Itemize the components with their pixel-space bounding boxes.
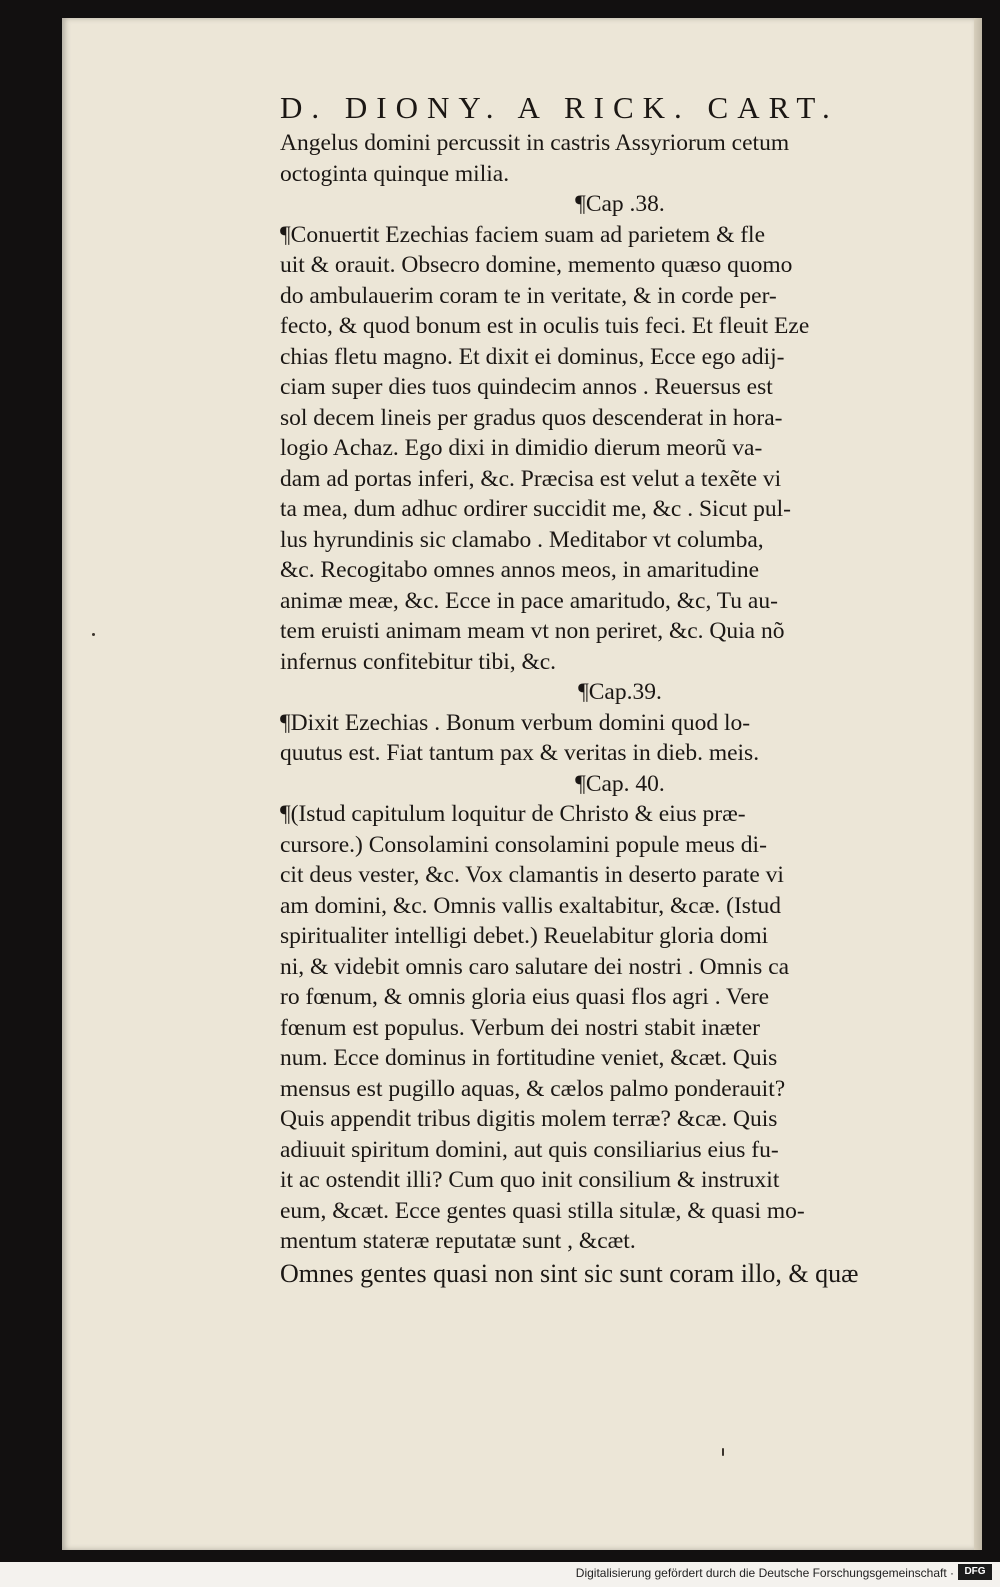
text-line: ¶(Istud capitulum loquitur de Christo & eius præ- xyxy=(280,801,746,827)
text-line: mentum stateræ reputatæ sunt , &cæt. xyxy=(280,1228,636,1254)
text-line: tem eruisti animam meam vt non periret, &c. Quia nõ xyxy=(280,618,785,644)
text-line: infernus confitebitur tibi, &c. xyxy=(280,648,557,675)
page-edge xyxy=(974,18,982,1550)
text-line: Quis appendit tribus digitis molem terræ? &cæ. Quis xyxy=(280,1106,778,1132)
text-line: chias fletu magno. Et dixit ei dominus, Ecce ego adij- xyxy=(280,343,785,370)
text-line: it ac ostendit illi? Cum quo init consilium & instruxit xyxy=(280,1167,780,1193)
text-line: do ambulauerim coram te in veritate, & in corde per- xyxy=(280,282,777,309)
text-line: quutus est. Fiat tantum pax & veritas in dieb. meis. xyxy=(280,740,760,766)
text-line: cursore.) Consolamini consolamini popule meus di- xyxy=(280,831,767,858)
text-line: num. Ecce dominus in fortitudine veniet, &cæt. Quis xyxy=(280,1045,778,1071)
text-line: ro fœnum, & omnis gloria eius quasi flos agri . Vere xyxy=(280,984,770,1010)
text-line: cit deus vester, &c. Vox clamantis in deserto parate vi xyxy=(280,862,784,888)
dfg-logo: DFG xyxy=(958,1564,992,1580)
text-line: ta mea, dum adhuc ordirer succidit me, &c . Sicut pul- xyxy=(280,496,791,522)
paper-speck xyxy=(92,633,95,636)
text-line: ciam super dies tuos quindecim annos . Reuersus est xyxy=(280,374,773,400)
text-line: logio Achaz. Ego dixi in dimidio dierum meorũ va- xyxy=(280,435,763,461)
text-block xyxy=(280,90,960,1289)
text-line: eum, &cæt. Ecce gentes quasi stilla situlæ, & quasi mo- xyxy=(280,1197,805,1224)
chapter-heading: ¶Cap. 40. xyxy=(575,770,665,797)
digitization-credit: Digitalisierung gefördert durch die Deutsche Forschungsgemeinschaft · xyxy=(575,1566,954,1580)
text-line: fecto, & quod bonum est in oculis tuis feci. Et fleuit Eze xyxy=(280,313,810,339)
text-line: ¶Dixit Ezechias . Bonum verbum domini quod lo- xyxy=(280,709,751,736)
text-line: adiuuit spiritum domini, aut quis consiliarius eius fu- xyxy=(280,1136,779,1163)
text-line: am domini, &c. Omnis vallis exaltabitur, &cæ. (Istud xyxy=(280,892,781,919)
text-line: dam ad portas inferi, &c. Præcisa est velut a texẽte vi xyxy=(280,465,782,492)
text-line: Omnes gentes quasi non sint sic sunt coram illo, & quæ xyxy=(280,1258,859,1288)
text-line: animæ meæ, &c. Ecce in pace amaritudo, &c, Tu au- xyxy=(280,587,778,614)
text-line: lus hyrundinis sic clamabo . Meditabor vt columba, xyxy=(280,526,764,553)
text-line: ni, & videbit omnis caro salutare dei nostri . Omnis ca xyxy=(280,953,790,980)
text-line: ¶Conuertit Ezechias faciem suam ad parietem & fle xyxy=(280,221,766,248)
chapter-heading: ¶Cap.39. xyxy=(578,679,662,705)
text-line: fœnum est populus. Verbum dei nostri stabit inæter xyxy=(280,1014,760,1041)
text-line: uit & orauit. Obsecro domine, memento quæso quomo xyxy=(280,252,793,278)
chapter-heading: ¶Cap .38. xyxy=(575,191,665,217)
paper-speck xyxy=(722,1448,724,1456)
book-page xyxy=(62,18,982,1550)
text-line: spiritualiter intelligi debet.) Reuelabitur gloria domi xyxy=(280,923,769,949)
text-line: mensus est pugillo aquas, & cælos palmo ponderauit? xyxy=(280,1075,786,1102)
text-line: octoginta quinque milia. xyxy=(280,160,510,187)
text-line: Angelus domini percussit in castris Assyriorum cetum xyxy=(280,130,790,156)
text-line: &c. Recogitabo omnes annos meos, in amaritudine xyxy=(280,557,760,583)
running-head: D. DIONY. A RICK. CART. xyxy=(280,90,839,125)
text-line: sol decem lineis per gradus quos descenderat in hora- xyxy=(280,404,783,431)
